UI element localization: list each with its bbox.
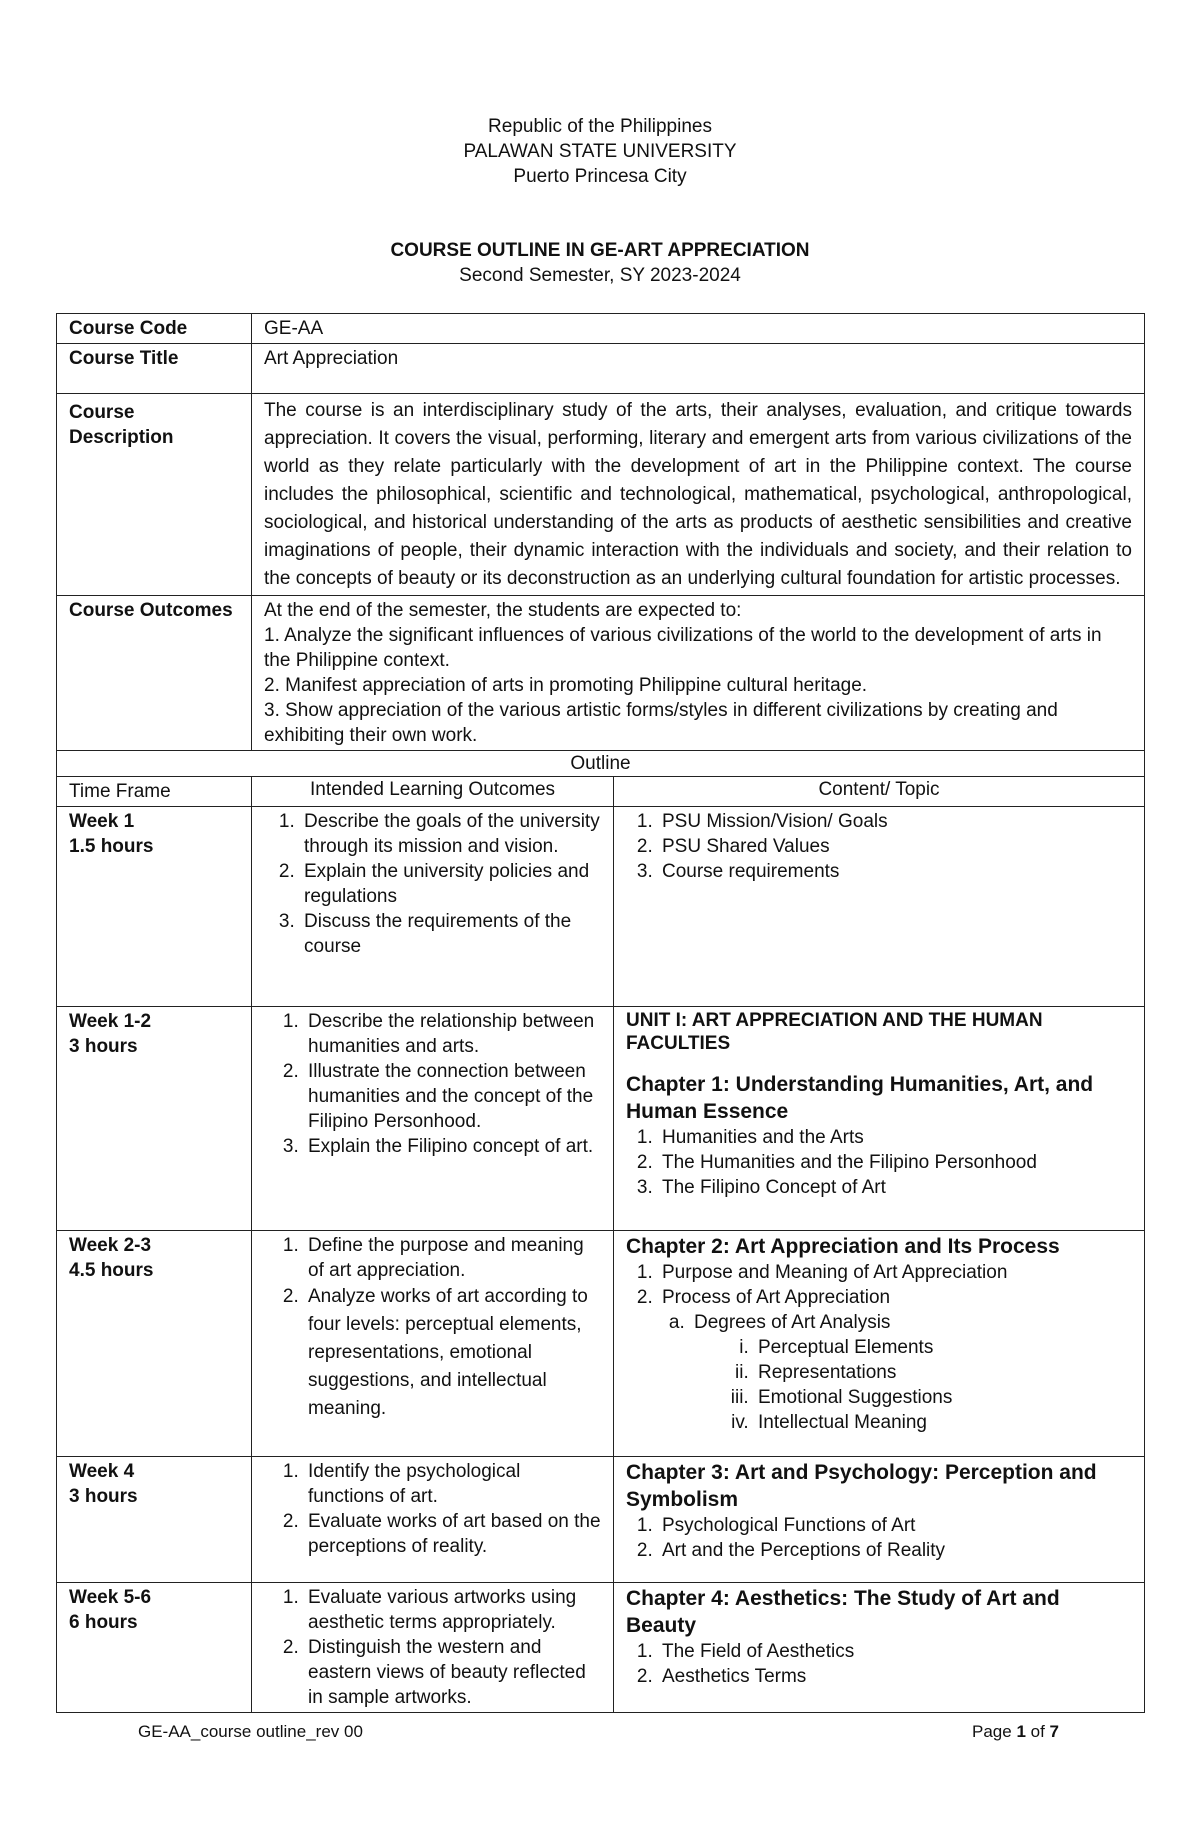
course-description-text: The course is an interdisciplinary study of the arts, their analyses, evaluation, and critique towards appreciation. It covers the visual, performing, literary and emergent arts from various civilizations of the world as they relate particularly with the development of art in the Philippine context. The course includes the philosophical, scientific and technological, mathematical, psychological, anthropological, sociological, and historical understanding of the arts as products of aesthetic sensibilities and creative imaginations of people, their dynamic interaction with the individuals and society, and their relation to the concepts of beauty or its deconstruction as an underlying cultural foundation for artistic processes. <box>252 394 1145 596</box>
list-item: 1. Humanities and the Arts <box>658 1125 1132 1150</box>
col-header-ilo: Intended Learning Outcomes <box>252 777 614 807</box>
list-item-text: Process of Art Appreciation <box>662 1287 891 1308</box>
table-row <box>57 1007 1145 1231</box>
header-line-2: PALAWAN STATE UNIVERSITY <box>463 141 737 162</box>
course-description-row <box>57 394 1145 596</box>
list-item: 2. The Humanities and the Filipino Personhood <box>658 1150 1132 1175</box>
week-label: Week 2-3 <box>69 1235 152 1256</box>
content-cell <box>614 1457 1145 1583</box>
list-item: 1. Describe the goals of the university through its mission and vision. <box>300 809 601 859</box>
week-label: Week 4 <box>69 1461 135 1482</box>
week-label: Week 5-6 <box>69 1587 152 1608</box>
col-header-time-frame: Time Frame <box>57 777 252 807</box>
course-title-row <box>57 344 1145 394</box>
outline-heading-row <box>57 751 1145 777</box>
header-line-3: Puerto Princesa City <box>513 166 687 187</box>
time-frame-cell <box>57 1457 252 1583</box>
time-frame-cell <box>57 807 252 1007</box>
list-item: 2. Explain the university policies and regulations <box>300 859 601 909</box>
content-cell <box>614 1007 1145 1231</box>
list-item: 3. Course requirements <box>658 859 1132 884</box>
hours-label: 6 hours <box>69 1612 138 1633</box>
chapter-title: Chapter 4: Aesthetics: The Study of Art and Beauty <box>626 1587 1060 1637</box>
list-item: 1. Define the purpose and meaning of art appreciation. <box>304 1233 601 1283</box>
page-prefix: Page <box>972 1722 1017 1741</box>
course-outline-table <box>56 313 1145 1713</box>
document-title: COURSE OUTLINE IN GE-ART APPRECIATION <box>390 240 810 261</box>
list-item: 2. Art and the Perceptions of Reality <box>658 1538 1132 1563</box>
list-item: i. Perceptual Elements <box>754 1335 1132 1360</box>
week-label: Week 1 <box>69 811 135 832</box>
page-current: 1 <box>1016 1722 1026 1741</box>
unit-title: UNIT I: ART APPRECIATION AND THE HUMAN FACULTIES <box>626 1010 1043 1054</box>
time-frame-cell <box>57 1583 252 1713</box>
hours-label: 1.5 hours <box>69 836 154 857</box>
chapter-title: Chapter 2: Art Appreciation and Its Process <box>626 1235 1060 1258</box>
ilo-cell <box>252 1007 614 1231</box>
list-item: 2. Illustrate the connection between humanities and the concept of the Filipino Personhood. <box>304 1059 601 1134</box>
list-item: 2. Evaluate works of art based on the perceptions of reality. <box>304 1509 601 1559</box>
title-block <box>0 238 1200 288</box>
table-row <box>57 1231 1145 1457</box>
table-row <box>57 1457 1145 1583</box>
course-code-row <box>57 314 1145 344</box>
chapter-title: Chapter 3: Art and Psychology: Perception and Symbolism <box>626 1461 1097 1511</box>
outcome-item: 2. Manifest appreciation of arts in promoting Philippine cultural heritage. <box>264 675 868 696</box>
chapter-title: Chapter 1: Understanding Humanities, Art, and Human Essence <box>626 1073 1094 1123</box>
col-header-content: Content/ Topic <box>614 777 1145 807</box>
list-item: 1. The Field of Aesthetics <box>658 1639 1132 1664</box>
ilo-cell <box>252 807 614 1007</box>
list-item: 2. Distinguish the western and eastern views of beauty reflected in sample artworks. <box>304 1635 601 1710</box>
page-number <box>972 1722 1059 1742</box>
list-item: 1. Purpose and Meaning of Art Appreciation <box>658 1260 1132 1285</box>
course-outcomes-cell <box>252 596 1145 751</box>
content-cell <box>614 807 1145 1007</box>
outcome-item: 3. Show appreciation of the various artistic forms/styles in different civilizations by creating and exhibiting their own work. <box>264 700 1058 746</box>
hours-label: 3 hours <box>69 1036 138 1057</box>
content-cell <box>614 1231 1145 1457</box>
outline-heading: Outline <box>57 751 1145 777</box>
hours-label: 3 hours <box>69 1486 138 1507</box>
list-item: 1. Describe the relationship between humanities and arts. <box>304 1009 601 1059</box>
semester-subtitle: Second Semester, SY 2023-2024 <box>459 265 741 286</box>
hours-label: 4.5 hours <box>69 1260 154 1281</box>
list-item: 3. Explain the Filipino concept of art. <box>304 1134 601 1159</box>
content-cell <box>614 1583 1145 1713</box>
ilo-cell <box>252 1457 614 1583</box>
list-item: 1. Identify the psychological functions of art. <box>304 1459 601 1509</box>
page-of: of <box>1025 1722 1050 1741</box>
ilo-cell <box>252 1231 614 1457</box>
footer-document-code: GE-AA_course outline_rev 00 <box>138 1722 363 1741</box>
list-item <box>658 1285 1132 1435</box>
time-frame-cell <box>57 1007 252 1231</box>
list-item: iii. Emotional Suggestions <box>754 1385 1132 1410</box>
list-item: 2. Aesthetics Terms <box>658 1664 1132 1689</box>
list-item: 3. Discuss the requirements of the course <box>300 909 601 959</box>
course-description-label: Course Description <box>57 394 252 596</box>
course-title-value: Art Appreciation <box>252 344 1145 394</box>
outline-column-headers <box>57 777 1145 807</box>
list-item <box>690 1310 1132 1435</box>
list-item: 3. The Filipino Concept of Art <box>658 1175 1132 1200</box>
list-item: ii. Representations <box>754 1360 1132 1385</box>
list-item: 2. PSU Shared Values <box>658 834 1132 859</box>
course-code-value: GE-AA <box>252 314 1145 344</box>
table-row <box>57 1583 1145 1713</box>
course-code-label: Course Code <box>57 314 252 344</box>
table-row <box>57 807 1145 1007</box>
course-outcomes-row <box>57 596 1145 751</box>
list-item: 1. PSU Mission/Vision/ Goals <box>658 809 1132 834</box>
course-outcomes-label: Course Outcomes <box>57 596 252 751</box>
course-title-label: Course Title <box>57 344 252 394</box>
week-label: Week 1-2 <box>69 1011 152 1032</box>
list-item: 1. Psychological Functions of Art <box>658 1513 1132 1538</box>
outcome-item: 1. Analyze the significant influences of various civilizations of the world to the development of arts in the Philippine context. <box>264 625 1102 671</box>
institution-header <box>0 114 1200 189</box>
list-item-text: Degrees of Art Analysis <box>694 1312 891 1333</box>
list-item: 2. Analyze works of art according to four levels: perceptual elements, representations, emotional suggestions, and intellectual meaning. <box>304 1283 601 1423</box>
ilo-cell <box>252 1583 614 1713</box>
list-item: iv. Intellectual Meaning <box>754 1410 1132 1435</box>
header-line-1: Republic of the Philippines <box>488 116 712 137</box>
time-frame-cell <box>57 1231 252 1457</box>
page-total: 7 <box>1049 1722 1059 1741</box>
list-item: 1. Evaluate various artworks using aesthetic terms appropriately. <box>304 1585 601 1635</box>
outcomes-intro: At the end of the semester, the students are expected to: <box>264 600 742 621</box>
